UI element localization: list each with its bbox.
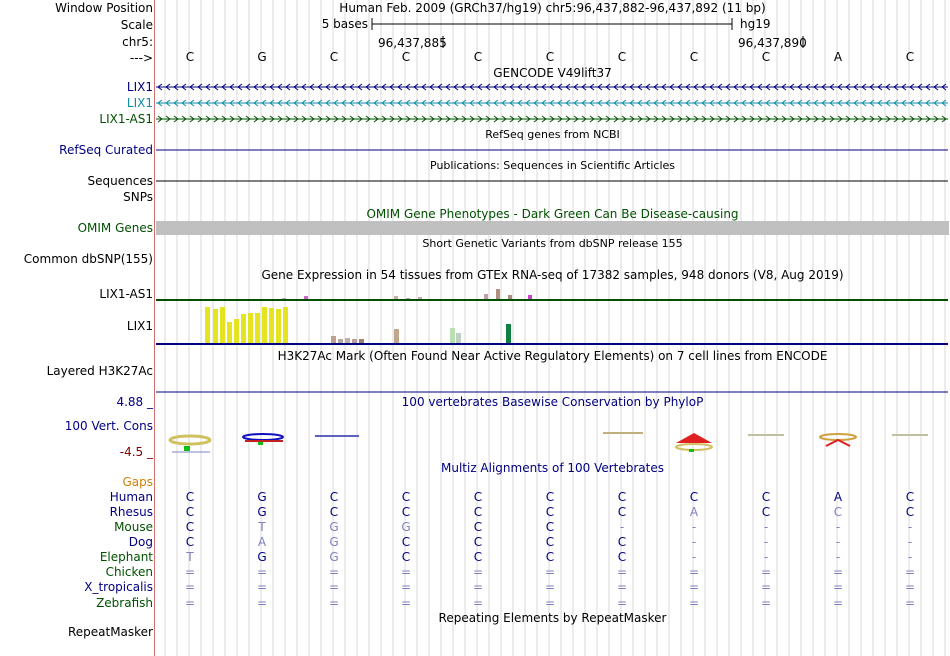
- alignment-base: =: [400, 596, 412, 610]
- alignment-base: G: [257, 505, 267, 519]
- gtex-lix1-bar: [220, 307, 225, 343]
- alignment-base: C: [617, 535, 627, 549]
- assembly-text: hg19: [740, 17, 771, 31]
- alignment-base: =: [472, 565, 484, 579]
- gtex-lix1-bar: [456, 333, 461, 343]
- alignment-base: G: [257, 490, 267, 504]
- alignment-base: C: [329, 505, 339, 519]
- gtex-lix1-bar: [241, 314, 246, 343]
- alignment-base: A: [833, 490, 843, 504]
- alignment-base: T: [258, 520, 266, 534]
- track-label-lix1-as1[interactable]: LIX1-AS1: [99, 112, 153, 126]
- gtex-lix1-bar: [269, 308, 274, 343]
- alignment-base: G: [329, 550, 339, 564]
- gtex-as1-bar: [496, 289, 500, 299]
- gtex-lix1-bar: [276, 309, 281, 343]
- alignment-base: -: [763, 520, 769, 534]
- alignment-base: C: [761, 490, 771, 504]
- track-label-dbsnp[interactable]: Common dbSNP(155): [23, 252, 153, 266]
- alignment-base: -: [691, 535, 697, 549]
- alignment-base: C: [185, 535, 195, 549]
- alignment-base: =: [616, 596, 628, 610]
- alignment-base: =: [904, 580, 916, 594]
- cons-logo-c-stem: [184, 446, 190, 451]
- gtex-as1-bar: [406, 298, 410, 299]
- alignment-base: C: [905, 505, 915, 519]
- gtex-lix1-bar: [283, 307, 288, 343]
- alignment-base: C: [617, 550, 627, 564]
- cons-logo-g-stem: [258, 442, 263, 445]
- alignment-base: =: [328, 580, 340, 594]
- alignment-base: A: [257, 535, 267, 549]
- alignment-base: C: [545, 535, 555, 549]
- track-label-lix1-alt[interactable]: LIX1: [126, 96, 153, 110]
- alignment-base: C: [401, 535, 411, 549]
- reference-base: G: [257, 50, 267, 64]
- alignment-base: =: [760, 565, 772, 579]
- alignment-base: =: [616, 580, 628, 594]
- track-label-sequences[interactable]: Sequences: [87, 174, 153, 188]
- species-label[interactable]: Human: [109, 490, 153, 504]
- cons-logo-a-stem: [689, 449, 694, 452]
- cons-logo-a2: [826, 440, 850, 446]
- alignment-base: -: [691, 550, 697, 564]
- alignment-base: =: [832, 580, 844, 594]
- cons-logo-c: [170, 436, 210, 444]
- species-label[interactable]: Chicken: [105, 565, 153, 579]
- reference-base: C: [761, 50, 771, 64]
- track-label-refseq[interactable]: RefSeq Curated: [59, 143, 153, 157]
- window-position-label: Window Position: [55, 1, 153, 15]
- gtex-lix1-bar: [450, 328, 455, 343]
- reference-base: A: [833, 50, 843, 64]
- gtex-as1-bar: [528, 295, 532, 299]
- gtex-lix1-bar: [262, 307, 267, 343]
- scale-text: 5 bases: [321, 17, 368, 31]
- alignment-base: A: [689, 505, 699, 519]
- gtex-lix1-bar: [331, 336, 336, 343]
- alignment-base: C: [545, 520, 555, 534]
- alignment-base: C: [473, 490, 483, 504]
- gtex-lix1-bar: [506, 324, 511, 343]
- alignment-base: -: [835, 535, 841, 549]
- alignment-base: =: [760, 596, 772, 610]
- alignment-base: -: [763, 535, 769, 549]
- alignment-base: C: [473, 535, 483, 549]
- alignment-base: =: [328, 565, 340, 579]
- cons-logo-tan: [603, 432, 643, 434]
- alignment-base: C: [761, 505, 771, 519]
- title-multiz: Multiz Alignments of 100 Vertebrates: [440, 461, 665, 475]
- alignment-base: =: [184, 580, 196, 594]
- alignment-base: C: [329, 490, 339, 504]
- gtex-as1-bar: [304, 296, 308, 299]
- alignment-base: -: [907, 535, 913, 549]
- gtex-lix1-bar: [338, 339, 343, 343]
- alignment-base: -: [907, 520, 913, 534]
- alignment-base: C: [473, 505, 483, 519]
- alignment-base: G: [401, 520, 411, 534]
- track-label-snps[interactable]: SNPs: [123, 190, 153, 204]
- title-dbsnp: Short Genetic Variants from dbSNP release 155: [422, 237, 683, 250]
- alignment-base: =: [544, 596, 556, 610]
- alignment-base: =: [616, 565, 628, 579]
- track-label-gtex-lix1-as1[interactable]: LIX1-AS1: [99, 287, 153, 301]
- alignment-base: C: [473, 550, 483, 564]
- title-gencode: GENCODE V49lift37: [493, 66, 612, 80]
- label-divider: [154, 0, 155, 656]
- alignment-base: C: [617, 490, 627, 504]
- species-label[interactable]: X_tropicalis: [84, 580, 153, 594]
- track-label-lix1[interactable]: LIX1: [126, 80, 153, 94]
- gtex-as1-bar: [508, 295, 512, 299]
- gtex-as1-bar: [394, 296, 398, 299]
- alignment-base: -: [763, 550, 769, 564]
- title-h3k27ac: H3K27Ac Mark (Often Found Near Active Regulatory Elements) on 7 cell lines from ENCODE: [277, 349, 828, 363]
- alignment-base: C: [185, 520, 195, 534]
- alignment-base: =: [688, 580, 700, 594]
- gtex-lix1-bar: [359, 339, 364, 343]
- alignment-base: =: [904, 596, 916, 610]
- gtex-lix1-bar: [227, 322, 232, 343]
- alignment-base: =: [184, 596, 196, 610]
- alignment-base: =: [544, 565, 556, 579]
- alignment-base: -: [691, 520, 697, 534]
- alignment-base: G: [329, 535, 339, 549]
- cons-logo-blue: [315, 435, 359, 437]
- track-label-cons[interactable]: 100 Vert. Cons: [64, 419, 153, 433]
- track-label-gaps[interactable]: Gaps: [122, 475, 153, 489]
- title-phylop: 100 vertebrates Basewise Conservation by PhyloP: [401, 395, 704, 409]
- gtex-lix1-bar: [345, 338, 350, 343]
- reference-base: C: [689, 50, 699, 64]
- cons-logo-faint: [748, 434, 784, 436]
- alignment-base: C: [617, 505, 627, 519]
- species-label[interactable]: Zebrafish: [96, 596, 153, 610]
- title-gtex: Gene Expression in 54 tissues from GTEx RNA-seq of 17382 samples, 948 donors (V8, Aug 2019): [261, 268, 844, 282]
- gtex-lix1-bar: [394, 329, 399, 343]
- alignment-base: =: [688, 596, 700, 610]
- species-label[interactable]: Elephant: [99, 550, 153, 564]
- gtex-lix1-bar: [205, 307, 210, 343]
- alignment-base: T: [186, 550, 194, 564]
- alignment-base: C: [401, 550, 411, 564]
- reference-base: C: [905, 50, 915, 64]
- alignment-base: C: [185, 490, 195, 504]
- phylop-max-label: 4.88 _: [116, 395, 153, 409]
- track-label-repeatmasker[interactable]: RepeatMasker: [67, 625, 153, 639]
- alignment-base: =: [400, 565, 412, 579]
- alignment-base: C: [401, 490, 411, 504]
- alignment-base: =: [688, 565, 700, 579]
- reference-base: C: [617, 50, 627, 64]
- gtex-lix1-bar: [255, 313, 260, 343]
- coord-right: 96,437,890: [738, 36, 807, 50]
- title-refseq: RefSeq genes from NCBI: [485, 128, 620, 141]
- alignment-base: C: [401, 505, 411, 519]
- alignment-base: C: [905, 490, 915, 504]
- species-label[interactable]: Dog: [128, 535, 153, 549]
- alignment-base: -: [907, 550, 913, 564]
- alignment-base: =: [400, 580, 412, 594]
- track-label-gtex-lix1[interactable]: LIX1: [126, 319, 153, 333]
- chr-label: chr5:: [122, 35, 153, 49]
- alignment-base: =: [256, 596, 268, 610]
- track-label-omim[interactable]: OMIM Genes: [77, 221, 153, 235]
- gtex-lix1-bar: [248, 313, 253, 343]
- species-label[interactable]: Rhesus: [109, 505, 153, 519]
- alignment-base: =: [832, 565, 844, 579]
- alignment-base: C: [185, 505, 195, 519]
- reference-base: C: [185, 50, 195, 64]
- gtex-as1-bar: [484, 294, 488, 299]
- reference-base: C: [329, 50, 339, 64]
- alignment-base: =: [256, 580, 268, 594]
- species-label[interactable]: Mouse: [114, 520, 153, 534]
- coord-left: 96,437,885: [378, 36, 447, 50]
- alignment-base: G: [329, 520, 339, 534]
- alignment-base: C: [473, 520, 483, 534]
- alignment-base: =: [760, 580, 772, 594]
- alignment-base: =: [832, 596, 844, 610]
- gtex-as1-bar: [418, 297, 422, 299]
- gtex-lix1-bar: [234, 319, 239, 343]
- strand-label: --->: [129, 51, 153, 65]
- position-text: Human Feb. 2009 (GRCh37/hg19) chr5:96,437,882-96,437,892 (11 bp): [339, 1, 766, 15]
- phylop-min-label: -4.5 _: [119, 445, 153, 459]
- alignment-base: C: [545, 550, 555, 564]
- alignment-base: =: [544, 580, 556, 594]
- cons-logo-faint2: [892, 434, 928, 436]
- track-label-h3k27ac[interactable]: Layered H3K27Ac: [46, 364, 153, 378]
- omim-bar: [156, 221, 949, 235]
- alignment-base: =: [472, 580, 484, 594]
- alignment-base: =: [256, 565, 268, 579]
- alignment-base: G: [257, 550, 267, 564]
- title-omim: OMIM Gene Phenotypes - Dark Green Can Be Disease-causing: [366, 207, 739, 221]
- reference-base: C: [545, 50, 555, 64]
- alignment-base: -: [835, 550, 841, 564]
- title-repeatmasker: Repeating Elements by RepeatMasker: [438, 611, 667, 625]
- alignment-base: -: [619, 520, 625, 534]
- title-pubs: Publications: Sequences in Scientific Articles: [430, 159, 675, 172]
- gtex-as1-bar: [282, 298, 286, 299]
- alignment-base: -: [835, 520, 841, 534]
- scale-label: Scale: [120, 18, 153, 32]
- alignment-base: C: [545, 490, 555, 504]
- gtex-lix1-bar: [213, 309, 218, 343]
- alignment-base: =: [184, 565, 196, 579]
- reference-base: C: [473, 50, 483, 64]
- reference-base: C: [401, 50, 411, 64]
- alignment-base: =: [904, 565, 916, 579]
- alignment-base: =: [472, 596, 484, 610]
- alignment-base: =: [328, 596, 340, 610]
- alignment-base: C: [833, 505, 843, 519]
- alignment-base: C: [545, 505, 555, 519]
- gtex-lix1-bar: [352, 339, 357, 343]
- alignment-base: C: [689, 490, 699, 504]
